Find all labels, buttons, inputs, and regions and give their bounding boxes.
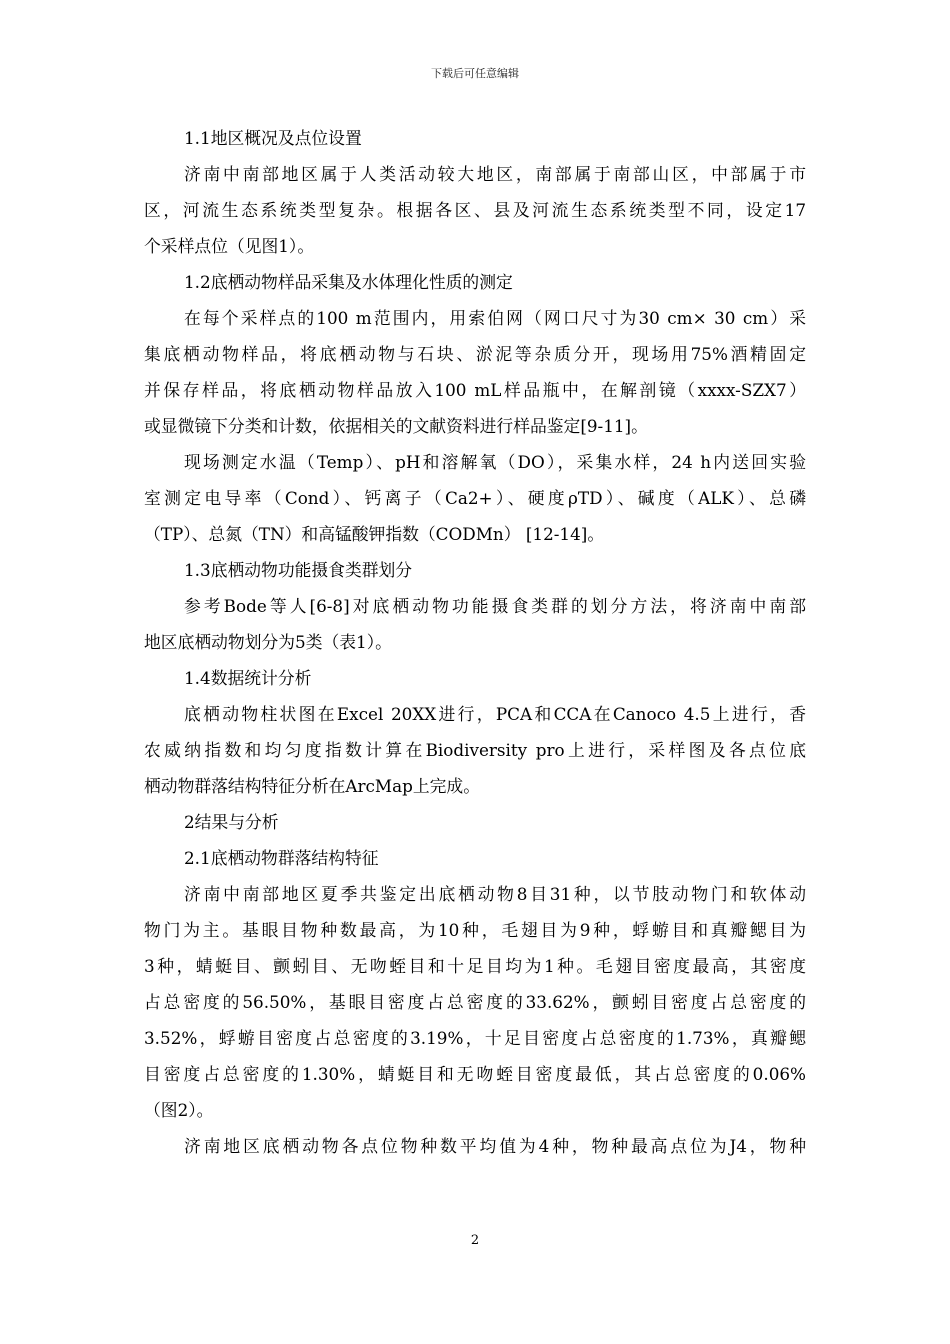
text-line: 物门为主。基眼目物种数最高，为10种，毛翅目为9种，蜉蝣目和真瓣鳃目为 — [144, 920, 806, 940]
text-line: 现场测定水温（Temp）、pH和溶解氧（DO），采集水样，24 h内送回实验 — [184, 452, 806, 472]
text-line: 室测定电导率（Cond）、钙离子（Ca2+）、硬度ρTD）、碱度（ALK）、总磷 — [144, 488, 806, 508]
text-line: 农威纳指数和均匀度指数计算在Biodiversity pro上进行，采样图及各点位底 — [144, 740, 806, 760]
text-line: 底栖动物柱状图在Excel 20XX进行，PCA和CCA在Canoco 4.5上进行，香 — [184, 704, 806, 724]
document-body — [144, 120, 806, 1164]
text-line: 个采样点位（见图1）。 — [144, 236, 315, 256]
text-line: （图2）。 — [144, 1100, 214, 1120]
text-line: 2.1底栖动物群落结构特征 — [184, 848, 379, 868]
text-line: （TP）、总氮（TN）和高锰酸钾指数（CODMn） [12-14]。 — [144, 524, 605, 544]
text-line: 集底栖动物样品，将底栖动物与石块、淤泥等杂质分开，现场用75%酒精固定 — [144, 344, 806, 364]
text-line: 区，河流生态系统类型复杂。根据各区、县及河流生态系统类型不同，设定17 — [144, 200, 806, 220]
text-line: 1.3底栖动物功能摄食类群划分 — [184, 560, 413, 580]
text-line: 1.1地区概况及点位设置 — [184, 128, 362, 148]
text-line: 并保存样品，将底栖动物样品放入100 mL样品瓶中，在解剖镜（xxxx-SZX7） — [144, 380, 806, 400]
page-number: 2 — [470, 1233, 480, 1248]
text-line: 济南中南部地区夏季共鉴定出底栖动物8目31种，以节肢动物门和软体动 — [184, 884, 806, 904]
text-line: 2结果与分析 — [184, 812, 279, 832]
text-line: 1.4数据统计分析 — [184, 668, 312, 688]
text-line: 3.52%，蜉蝣目密度占总密度的3.19%，十足目密度占总密度的1.73%，真瓣鳃 — [144, 1028, 806, 1048]
text-line: 济南中南部地区属于人类活动较大地区，南部属于南部山区，中部属于市 — [184, 164, 806, 184]
text-line: 或显微镜下分类和计数，依据相关的文献资料进行样品鉴定[9-11]。 — [144, 416, 648, 436]
text-line: 在每个采样点的100 m范围内，用索伯网（网口尺寸为30 cm× 30 cm）采 — [184, 308, 807, 328]
page-header: 下载后可任意编辑 — [431, 67, 519, 80]
text-line: 目密度占总密度的1.30%，蜻蜓目和无吻蛭目密度最低，其占总密度的0.06% — [144, 1064, 806, 1084]
text-line: 1.2底栖动物样品采集及水体理化性质的测定 — [184, 272, 513, 292]
text-line: 占总密度的56.50%，基眼目密度占总密度的33.62%，颤蚓目密度占总密度的 — [144, 992, 806, 1012]
text-line: 参考Bode等人[6-8]对底栖动物功能摄食类群的划分方法，将济南中南部 — [184, 596, 806, 616]
text-line: 地区底栖动物划分为5类（表1）。 — [144, 632, 392, 652]
text-line: 济南地区底栖动物各点位物种数平均值为4种，物种最高点位为J4，物种 — [184, 1136, 806, 1156]
text-line: 3种，蜻蜓目、颤蚓目、无吻蛭目和十足目均为1种。毛翅目密度最高，其密度 — [144, 956, 806, 976]
text-line: 栖动物群落结构特征分析在ArcMap上完成。 — [144, 776, 480, 796]
